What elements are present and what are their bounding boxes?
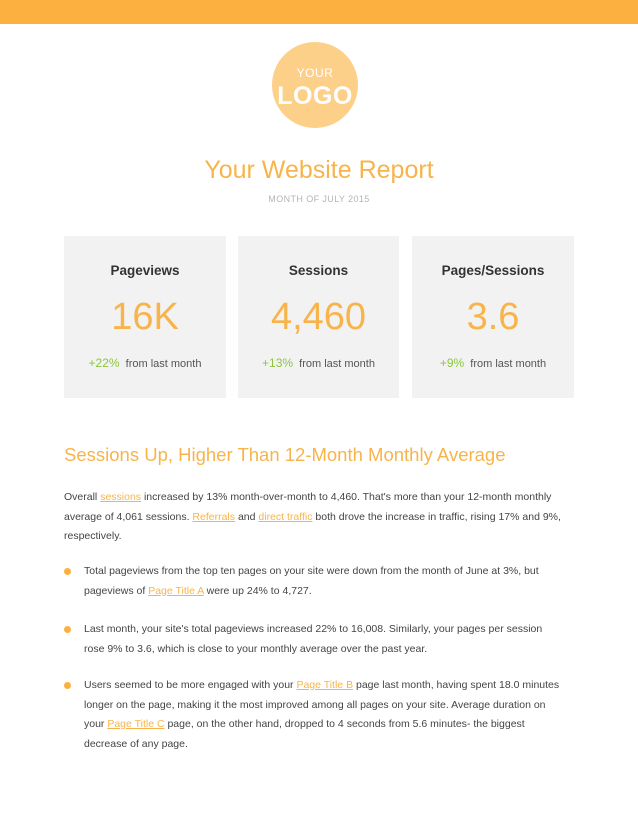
metric-value: 3.6 bbox=[466, 296, 520, 338]
paragraph-text: and bbox=[235, 510, 259, 523]
metric-change bbox=[412, 356, 574, 370]
bullet-text bbox=[84, 676, 564, 754]
metric-title: Sessions bbox=[288, 263, 349, 278]
logo bbox=[272, 42, 358, 128]
metric-card-pages-sessions bbox=[412, 236, 574, 398]
metric-title: Pageviews bbox=[110, 263, 180, 278]
bullet-dot-icon bbox=[64, 568, 71, 575]
page-title-a-link[interactable]: Page Title A bbox=[148, 584, 204, 597]
bullet-dot-icon bbox=[64, 682, 71, 689]
direct-traffic-link[interactable]: direct traffic bbox=[258, 510, 313, 523]
metric-card-pageviews bbox=[64, 236, 226, 398]
paragraph-text: increased by 13% month-over-month to 4,460. That's more than your 12-month monthly average of 4,061 sessions. bbox=[64, 491, 552, 523]
bullet-text-part: Total pageviews from the top ten pages on your site were down from the month of June at 3%, but pageviews of bbox=[84, 565, 539, 597]
sessions-link[interactable]: sessions bbox=[100, 491, 142, 503]
summary-paragraph bbox=[64, 488, 564, 547]
bullet-text bbox=[84, 562, 564, 601]
metric-change-label: from last month bbox=[299, 358, 375, 370]
page-title-b-link[interactable]: Page Title B bbox=[296, 679, 354, 691]
referrals-link[interactable]: Referrals bbox=[192, 510, 236, 523]
bullet-text-part: Users seemed to be more engaged with your bbox=[84, 679, 297, 691]
bullet-dot-icon bbox=[64, 626, 71, 633]
page-title-c-link[interactable]: Page Title C bbox=[107, 718, 165, 730]
metric-value: 4,460 bbox=[270, 296, 367, 338]
metric-change-percent: +22% bbox=[88, 356, 120, 370]
metric-card-sessions bbox=[238, 236, 399, 398]
logo-line-2: LOGO bbox=[277, 82, 353, 110]
top-accent-bar bbox=[0, 0, 638, 24]
bullet-text bbox=[84, 620, 564, 659]
metric-change-label: from last month bbox=[125, 358, 202, 370]
report-title: Your Website Report bbox=[204, 156, 434, 184]
bullet-text-part: were up 24% to 4,727. bbox=[203, 584, 312, 597]
section-heading: Sessions Up, Higher Than 12-Month Monthly Average bbox=[64, 444, 506, 465]
paragraph-text: Overall bbox=[64, 491, 101, 503]
metric-title: Pages/Sessions bbox=[441, 263, 545, 278]
metric-change bbox=[64, 356, 226, 370]
metric-value: 16K bbox=[111, 296, 179, 338]
bullet-text-part: Last month, your site's total pageviews increased 22% to 16,008. Similarly, your pages per session rose 9% to 3.6, which is close to your monthly average over the past year. bbox=[84, 623, 543, 655]
logo-line-1: YOUR bbox=[296, 66, 334, 80]
metric-change-percent: +9% bbox=[439, 356, 465, 370]
paragraph-text: both drove the increase in traffic, rising 17% and 9%, respectively. bbox=[64, 510, 561, 542]
report-subtitle: MONTH OF JULY 2015 bbox=[268, 194, 370, 204]
metric-change bbox=[238, 356, 399, 370]
metric-change-label: from last month bbox=[470, 358, 547, 370]
bullet-text-part: page last month, having spent 18.0 minutes longer on the page, making it the most improved among all pages on your site. Average duration on your bbox=[84, 679, 560, 730]
metric-change-percent: +13% bbox=[262, 356, 294, 370]
bullet-text-part: page, on the other hand, dropped to 4 seconds from 5.6 minutes- the biggest decrease of any page. bbox=[84, 718, 525, 750]
